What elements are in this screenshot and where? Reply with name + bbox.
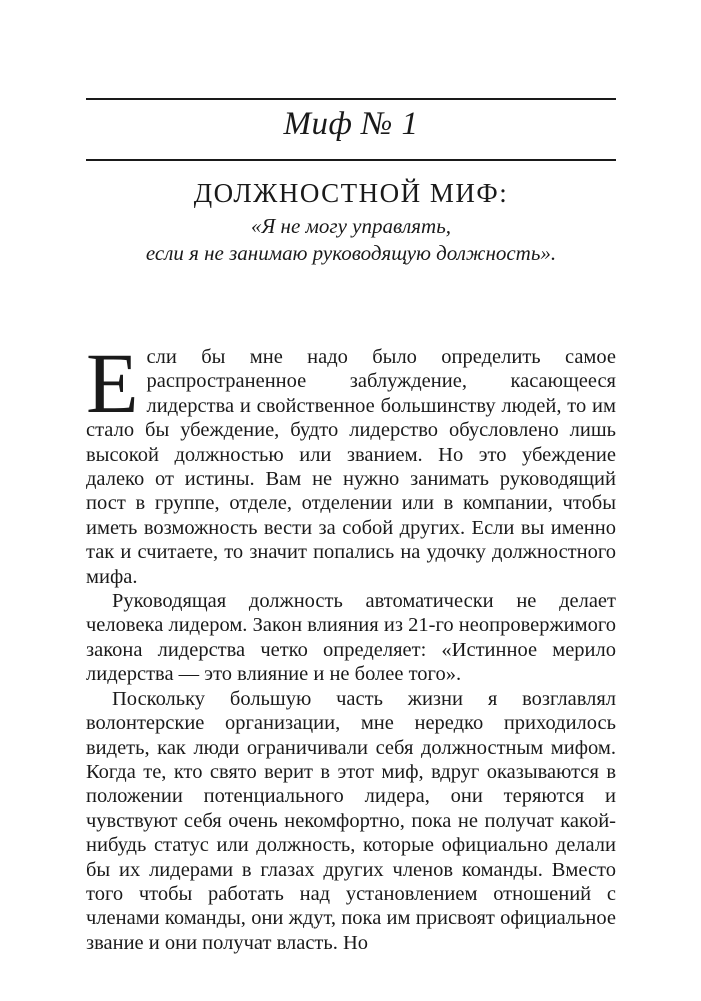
subtitle-line-1: «Я не могу управлять, (250, 214, 452, 238)
subtitle-line-2: если я не занимаю руководящую должность». (145, 241, 557, 265)
top-rule (86, 98, 616, 100)
chapter-subtitle (86, 213, 616, 267)
bottom-rule (86, 159, 616, 161)
paragraph-3: Поскольку большую часть жизни я возглавлял волонтерские организации, мне нередко приходилось видеть, как люди ограничивали себя должностным мифом. Когда те, кто свято верит в этот миф, вдруг оказываются в положении потенциального лидера, они теряются и чувствуют себя очень некомфортно, пока не получат какой-нибудь статус или должность, которые официально делали бы их лидерами в глазах других членов команды. Вместо того чтобы работать над установлением отношений с членами команды, они ждут, пока им присвоят официальное звание и они получат власть. Но (86, 687, 616, 954)
paragraph-2: Руководящая должность автоматически не делает человека лидером. Закон влияния из 21-го неопровержимого закона лидерства четко определяет: «Истинное мерило лидерства — это влияние и не более того». (86, 590, 616, 686)
paragraph-1 (86, 335, 616, 589)
body-text (86, 335, 616, 955)
myth-title: Миф № 1 (283, 106, 419, 142)
paragraph-1-text: сли бы мне надо было определить самое распространенное заблуждение, касающееся лидерства и свойственное большинству людей, то им стало бы убеждение, будто лидерство обусловлено лишь высокой должностью или званием. Но это убеждение далеко от истины. Вам не нужно занимать руководящий пост в группе, отделе, отделении или в компании, чтобы иметь возможность вести за собой других. Если вы именно так и считаете, то значит попались на удочку должностного мифа. (86, 346, 616, 588)
drop-cap: Е (86, 335, 139, 431)
chapter-title: ДОЛЖНОСТНОЙ МИФ: (193, 178, 509, 208)
